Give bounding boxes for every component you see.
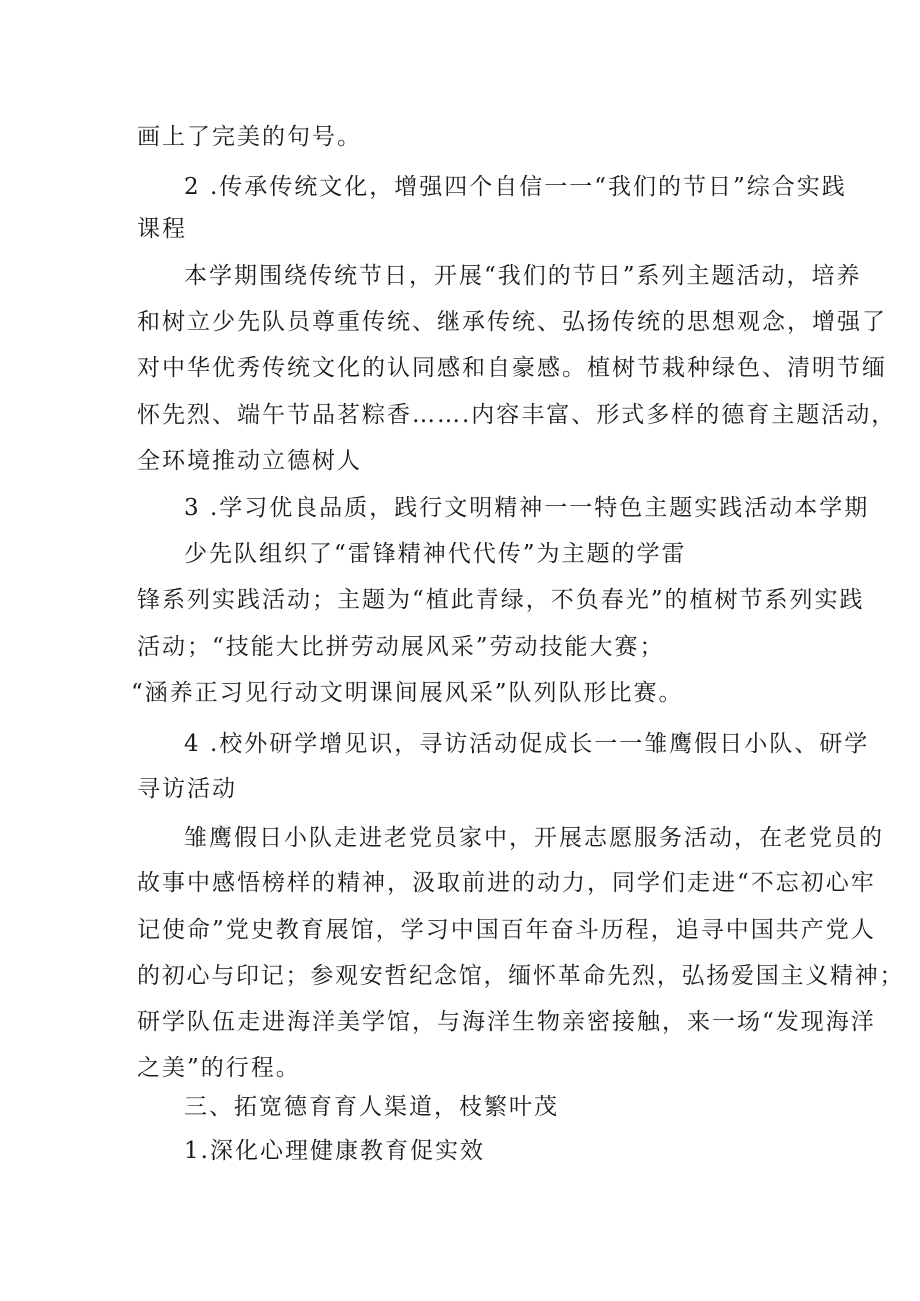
section-heading: 三、拓宽德育育人渠道，枝繁叶茂 [184,1094,559,1120]
text-line: 2 .传承传统文化，增强四个自信一一“我们的节日”综合实践 [184,174,847,200]
text-line: 3 .学习优良品质，践行文明精神一一特色主题实践活动本学期 [184,495,870,521]
text-line: 4 .校外研学增见识，寻访活动促成长一一雏鹰假日小队、研学 [184,731,870,757]
subsection-heading: 1.深化心理健康教育促实效 [184,1138,485,1164]
text-line: 活动；“技能大比拼劳动展风采”劳动技能大赛； [137,634,665,660]
text-line: 故事中感悟榜样的精神，汲取前进的动力，同学们走进“不忘初心牢 [137,870,876,896]
text-line: 画上了完美的句号。 [137,124,362,150]
text-line: 少先队组织了“雷锋精神代代传”为主题的学雷 [184,541,687,567]
text-line: 锋系列实践活动；主题为“植此青绿，不负春光”的植树节系列实践 [137,587,865,613]
text-line: 雏鹰假日小队走进老党员家中，开展志愿服务活动，在老党员的 [184,825,884,851]
text-line: 对中华优秀传统文化的认同感和自豪感。植树节栽种绿色、清明节缅 [137,355,887,381]
text-line: 全环境推动立德树人 [137,448,362,474]
text-line: 记使命”党史教育展馆，学习中国百年奋斗历程，追寻中国共产党人 [137,917,876,943]
text-line: “涵养正习见行动文明课间展风采”队列队形比赛。 [131,680,684,706]
text-line: 本学期围绕传统节日，开展“我们的节日”系列主题活动，培养 [184,263,862,289]
text-line: 的初心与印记；参观安哲纪念馆，缅怀革命先烈，弘扬爱国主义精神； [137,963,905,989]
text-line: 课程 [137,216,187,242]
text-line: 怀先烈、端午节品茗粽香…….内容丰富、形式多样的德育主题活动， [137,402,897,428]
text-line: 研学队伍走进海洋美学馆，与海洋生物亲密接触，来一场“发现海洋 [137,1009,876,1035]
text-line: 之美”的行程。 [137,1055,301,1081]
text-line: 和树立少先队员尊重传统、继承传统、弘扬传统的思想观念，增强了 [137,309,887,335]
text-line: 寻访活动 [137,776,237,802]
